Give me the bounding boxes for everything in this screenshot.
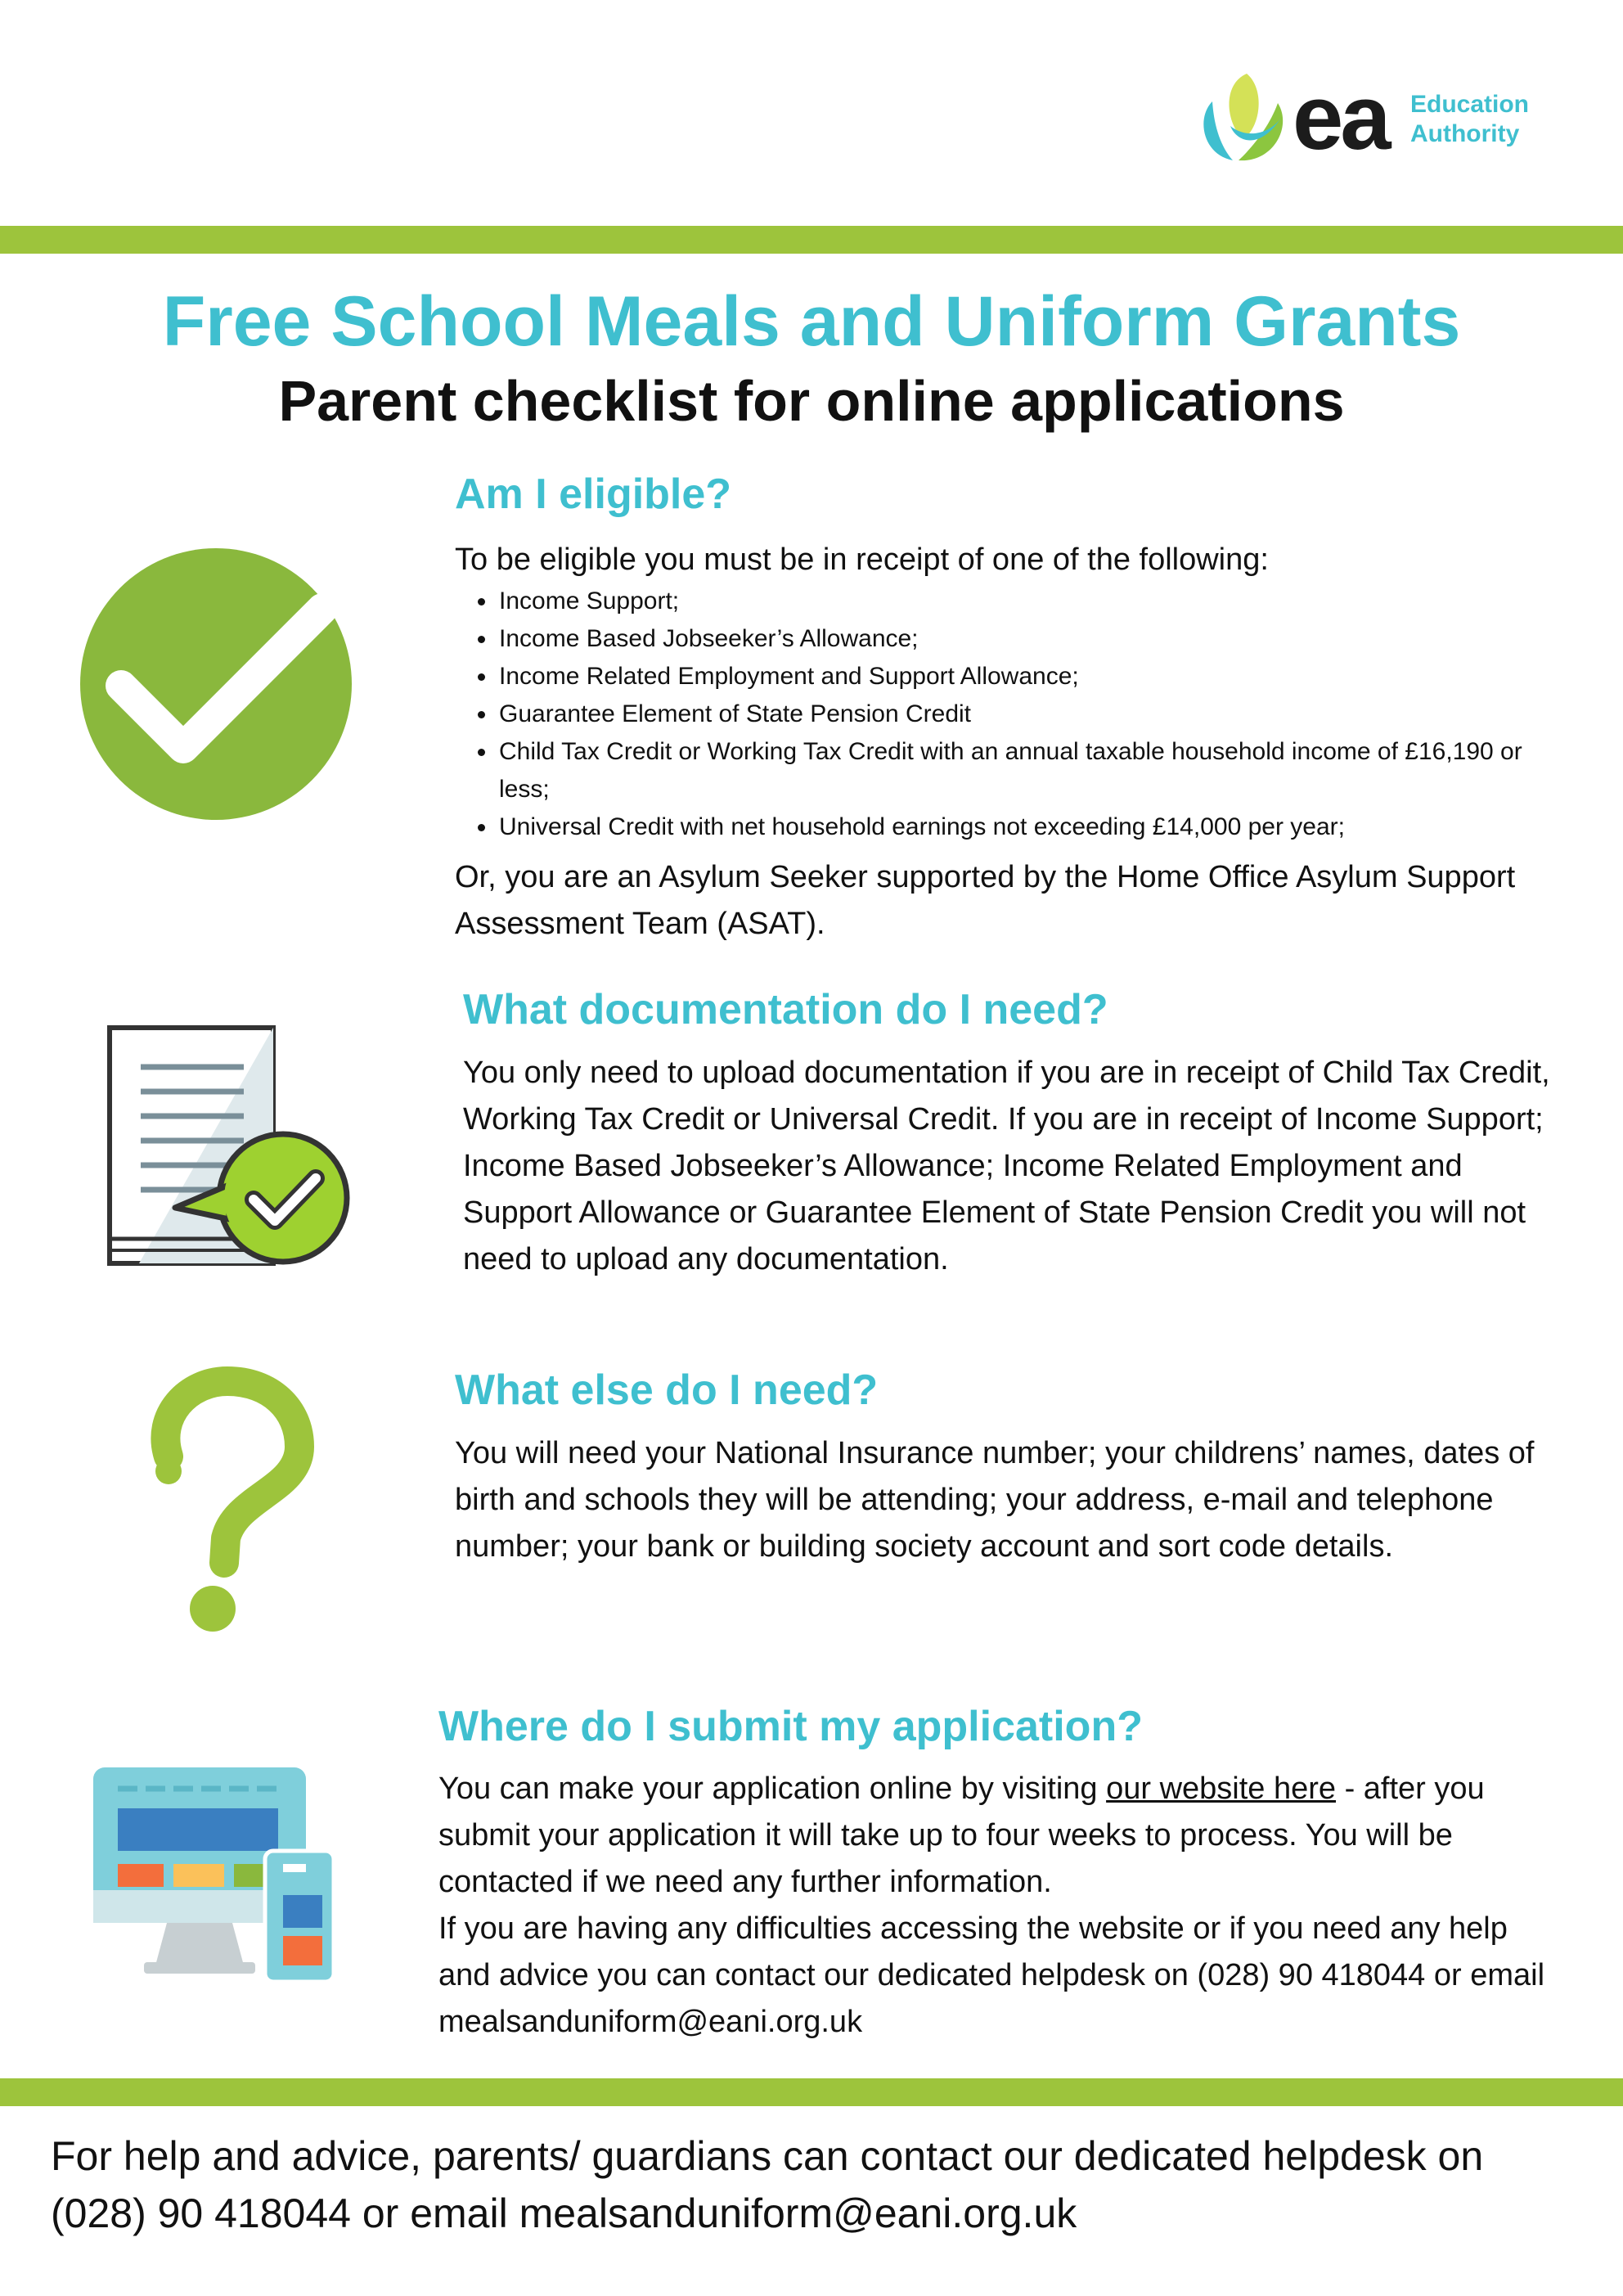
section-heading-where-submit: Where do I submit my application? bbox=[438, 1703, 1143, 1750]
where-submit-text-before-link: You can make your application online by visiting bbox=[438, 1772, 1107, 1806]
what-else-body: You will need your National Insurance number; your childrens’ names, dates of birth and schools they will be attending; your address, e-mail and telephone number; your bank or building society account and sort code details. bbox=[455, 1436, 1535, 1564]
bottom-divider-bar bbox=[0, 2078, 1623, 2106]
where-submit-body bbox=[438, 1766, 1551, 2046]
where-submit-text-after-link: - after you submit your application it will take up to four weeks to process. You will be contacted if we need any further information. bbox=[438, 1772, 1485, 1899]
checkmark-circle-icon bbox=[79, 547, 353, 822]
list-item: Guarantee Element of State Pension Credit bbox=[458, 696, 1554, 733]
list-item: Child Tax Credit or Working Tax Credit with an annual taxable household income of £16,190 or less; bbox=[458, 733, 1554, 808]
page-subtitle: Parent checklist for online applications bbox=[278, 369, 1345, 433]
eligibility-list bbox=[458, 583, 1554, 846]
footer-helpdesk-text: For help and advice, parents/ guardians can contact our dedicated helpdesk on (028) 90 418044 or email mealsanduniform@eani.org.uk bbox=[51, 2133, 1484, 2236]
eligibility-outro: Or, you are an Asylum Seeker supported by the Home Office Asylum Support Assessment Team (ASAT). bbox=[455, 860, 1516, 941]
section-heading-documentation: What documentation do I need? bbox=[463, 986, 1108, 1033]
section-heading-what-else: What else do I need? bbox=[455, 1366, 879, 1414]
logo-name-line1: Education bbox=[1410, 91, 1530, 118]
computer-devices-icon bbox=[93, 1767, 339, 1982]
where-submit-paragraph-1 bbox=[438, 1766, 1551, 1906]
logo-wordmark: ea bbox=[1293, 66, 1388, 169]
eligibility-intro: To be eligible you must be in receipt of one of the following: bbox=[455, 542, 1269, 577]
where-submit-paragraph-2: If you are having any difficulties accessing the website or if you need any help and advice you can contact our dedicated helpdesk on (028) 90 418044 or email mealsanduniform@eani.org.uk bbox=[438, 1911, 1545, 2039]
website-link[interactable]: our website here bbox=[1106, 1772, 1337, 1806]
list-item: Income Support; bbox=[458, 583, 1554, 620]
list-item: Universal Credit with net household earnings not exceeding £14,000 per year; bbox=[458, 808, 1554, 846]
ea-logo bbox=[1196, 66, 1548, 169]
ea-leaf-logo-icon bbox=[1196, 69, 1290, 167]
list-item: Income Related Employment and Support Allowance; bbox=[458, 658, 1554, 696]
list-item: Income Based Jobseeker’s Allowance; bbox=[458, 620, 1554, 658]
top-divider-bar bbox=[0, 226, 1623, 254]
section-heading-eligibility: Am I eligible? bbox=[455, 470, 732, 518]
page-title: Free School Meals and Uniform Grants bbox=[162, 282, 1461, 361]
logo-name-line2: Authority bbox=[1410, 120, 1520, 147]
logo-name bbox=[1410, 90, 1529, 149]
documentation-body: You only need to upload documentation if you are in receipt of Child Tax Credit, Working Tax Credit or Universal Credit. If you are in receipt of Income Support; Income Based Jobseeker’s Allowance; Income Related Employment and Support Allowance or Guarantee Element of State Pension Credit you will not need to upload any documentation. bbox=[463, 1056, 1550, 1276]
question-mark-icon bbox=[139, 1366, 316, 1636]
document-check-icon bbox=[106, 1024, 352, 1270]
